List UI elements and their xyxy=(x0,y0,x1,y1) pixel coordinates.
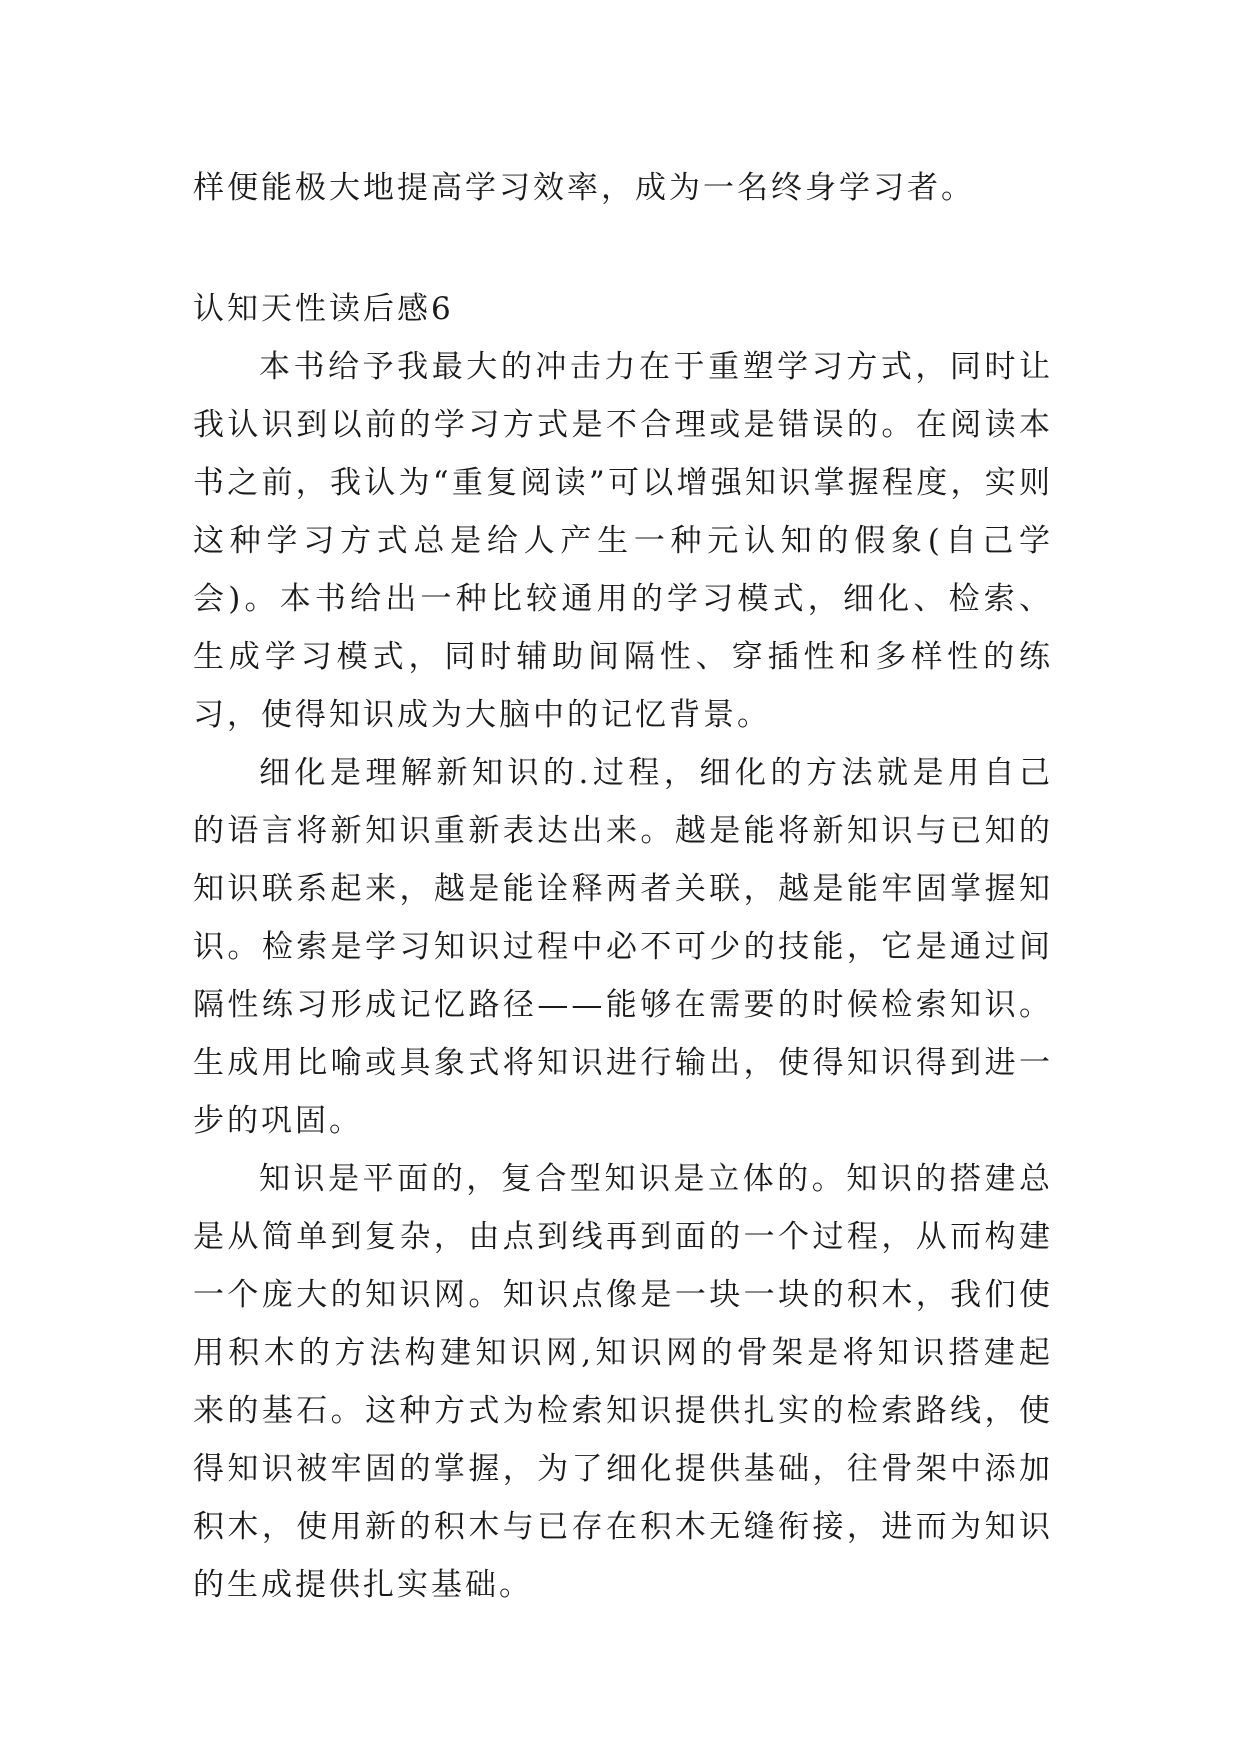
document-body xyxy=(193,159,1053,1614)
continued-paragraph: 样便能极大地提高学习效率，成为一名终身学习者。 xyxy=(193,170,975,206)
section-heading: 认知天性读后感6 xyxy=(193,291,454,327)
body-paragraph-1: 本书给予我最大的冲击力在于重塑学习方式，同时让我认识到以前的学习方式是不合理或是错误的。在阅读本书之前，我认为“重复阅读”可以增强知识掌握程度，实则这种学习方式总是给人产生一种元认知的假象(自己学会)。本书给出一种比较通用的学习模式，细化、检索、生成学习模式，同时辅助间隔性、穿插性和多样性的练习，使得知识成为大脑中的记忆背景。 xyxy=(193,349,1053,733)
body-paragraph-3: 知识是平面的，复合型知识是立体的。知识的搭建总是从简单到复杂，由点到线再到面的一个过程，从而构建一个庞大的知识网。知识点像是一块一块的积木，我们使用积木的方法构建知识网,知识网的骨架是将知识搭建起来的基石。这种方式为检索知识提供扎实的检索路线，使得知识被牢固的掌握，为了细化提供基础，往骨架中添加积木，使用新的积木与已存在积木无缝衔接，进而为知识的生成提供扎实基础。 xyxy=(193,1161,1053,1603)
body-paragraph-2: 细化是理解新知识的.过程，细化的方法就是用自己的语言将新知识重新表达出来。越是能将新知识与已知的知识联系起来，越是能诠释两者关联，越是能牢固掌握知识。检索是学习知识过程中必不可少的技能，它是通过间隔性练习形成记忆路径——能够在需要的时候检索知识。生成用比喻或具象式将知识进行输出，使得知识得到进一步的巩固。 xyxy=(193,755,1053,1139)
